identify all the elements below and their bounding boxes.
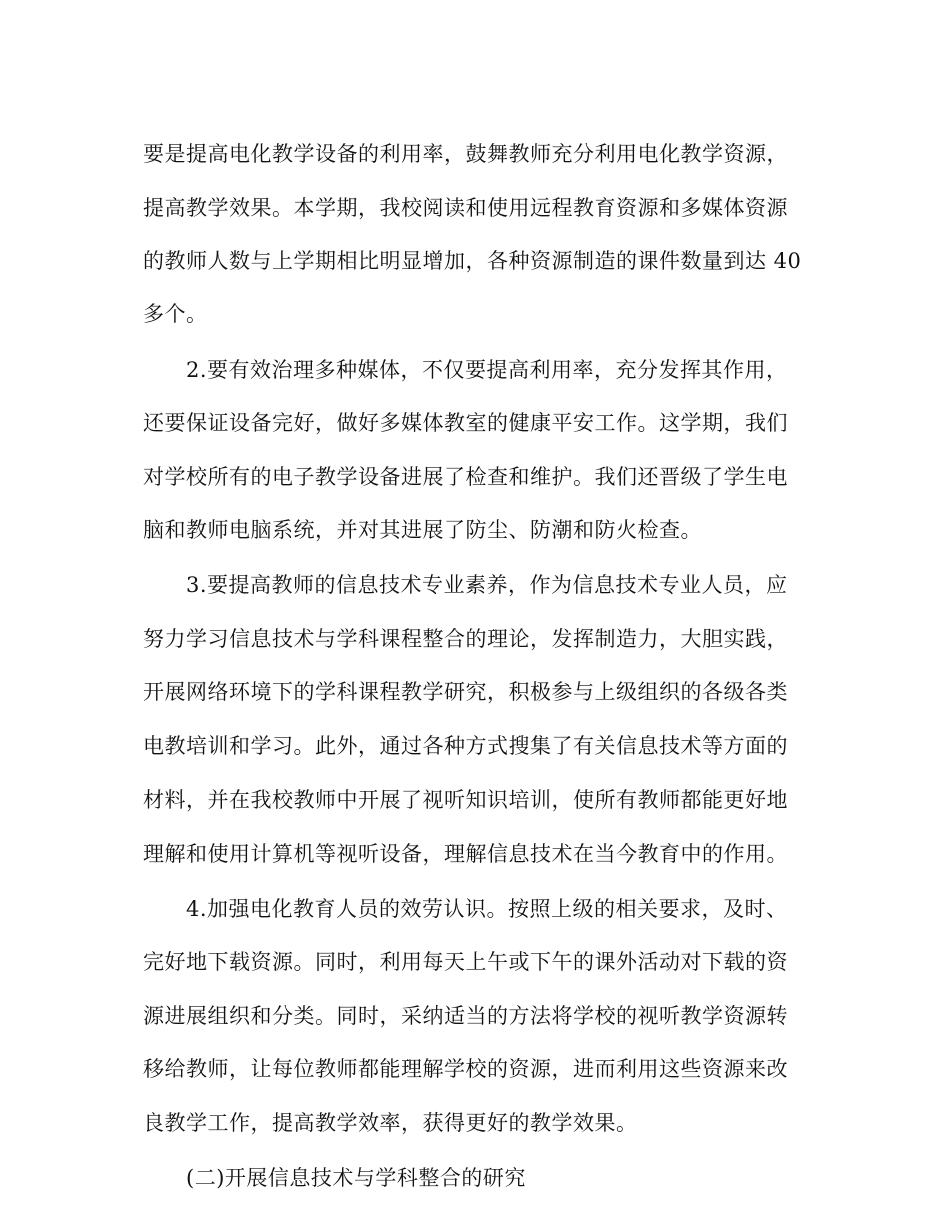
text-line: 材料，并在我校教师中开展了视听知识培训，使所有教师都能更好地	[143, 788, 788, 812]
text-line: 移给教师，让每位教师都能理解学校的资源，进而利用这些资源来改	[143, 1057, 788, 1081]
paragraph-start-line: 4.加强电化教育人员的效劳认识。按照上级的相关要求，及时、	[186, 897, 788, 921]
text-line: 电教培训和学习。此外，通过各种方式搜集了有关信息技术等方面的	[143, 734, 788, 758]
text-line: 多个。	[143, 302, 208, 326]
text-line: 提高教学效果。本学期，我校阅读和使用远程教育资源和多媒体资源	[143, 196, 788, 220]
text-line: 源进展组织和分类。同时，采纳适当的方法将学校的视听教学资源转	[143, 1004, 788, 1028]
text-line: 对学校所有的电子教学设备进展了检查和维护。我们还晋级了学生电	[143, 465, 788, 489]
paragraph-start-line: 2.要有效治理多种媒体，不仅要提高利用率，充分发挥其作用，	[186, 358, 788, 382]
text-line: 良教学工作，提高教学效率，获得更好的教学效果。	[143, 1111, 638, 1135]
text-line: 理解和使用计算机等视听设备，理解信息技术在当今教育中的作用。	[143, 842, 788, 866]
paragraph-start-line: 3.要提高教师的信息技术专业素养，作为信息技术专业人员，应	[186, 573, 788, 597]
section-heading: (二)开展信息技术与学科整合的研究	[186, 1166, 526, 1190]
text-line: 要是提高电化教学设备的利用率，鼓舞教师充分利用电化教学资源，	[143, 142, 788, 166]
text-line: 脑和教师电脑系统，并对其进展了防尘、防潮和防火检查。	[143, 518, 702, 542]
text-line: 开展网络环境下的学科课程教学研究，积极参与上级组织的各级各类	[143, 680, 788, 704]
text-line: 还要保证设备完好，做好多媒体教室的健康平安工作。这学期，我们	[143, 411, 788, 435]
text-line: 的教师人数与上学期相比明显增加，各种资源制造的课件数量到达 40	[143, 249, 802, 273]
text-line: 完好地下载资源。同时，利用每天上午或下午的课外活动对下载的资	[143, 950, 788, 974]
text-line: 努力学习信息技术与学科课程整合的理论，发挥制造力，大胆实践，	[143, 627, 788, 651]
